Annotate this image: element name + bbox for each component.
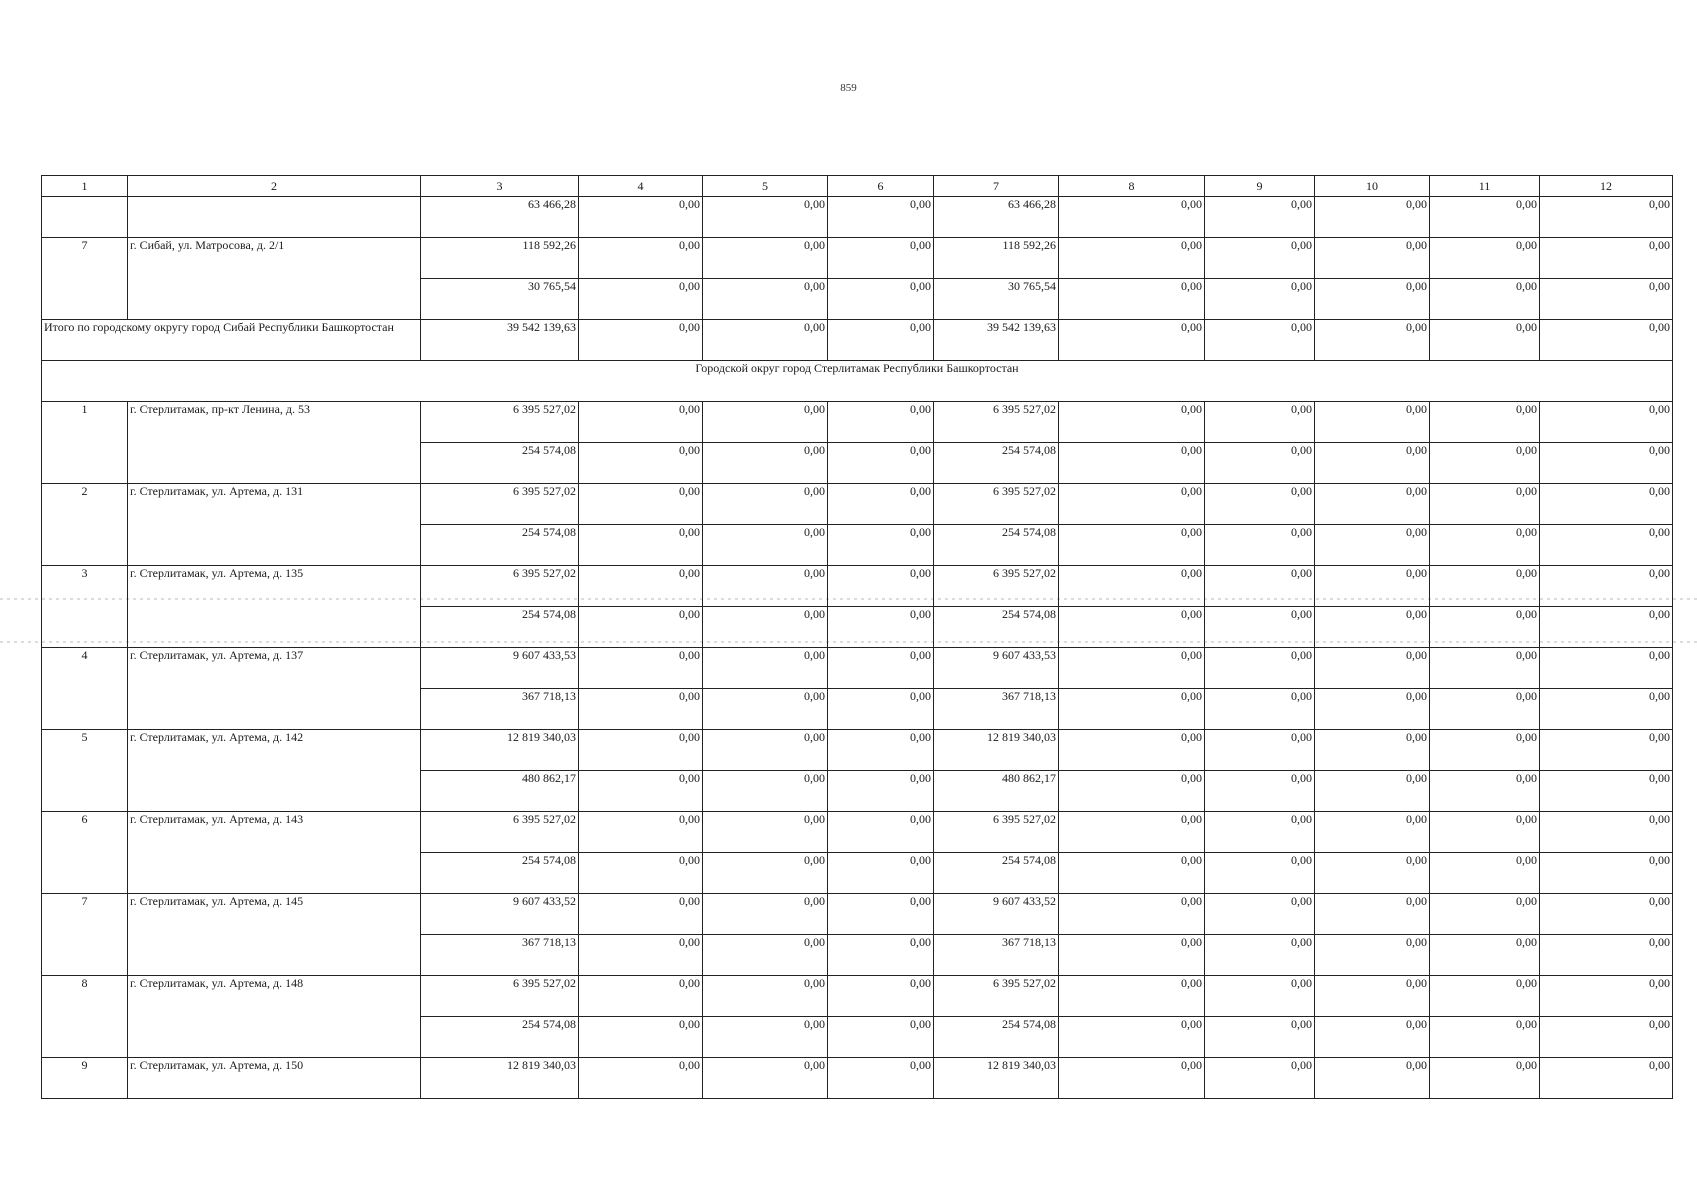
amount-cell: 0,00	[1205, 771, 1315, 812]
amount-cell: 254 574,08	[421, 1017, 579, 1058]
amount-cell: 0,00	[1540, 1058, 1673, 1099]
amount-cell: 0,00	[703, 279, 828, 320]
column-header: 5	[703, 176, 828, 197]
amount-cell: 0,00	[1540, 771, 1673, 812]
amount-cell: 0,00	[579, 648, 703, 689]
amount-cell: 0,00	[1540, 607, 1673, 648]
amount-cell: 0,00	[1540, 566, 1673, 607]
amount-cell: 0,00	[1205, 730, 1315, 771]
amount-cell: 0,00	[579, 1058, 703, 1099]
amount-cell: 0,00	[1315, 197, 1430, 238]
amount-cell: 0,00	[703, 238, 828, 279]
address-cell: г. Стерлитамак, ул. Артема, д. 135	[128, 566, 421, 648]
amount-cell: 12 819 340,03	[934, 1058, 1059, 1099]
amount-cell: 0,00	[1205, 935, 1315, 976]
amount-cell: 0,00	[1205, 238, 1315, 279]
amount-cell: 0,00	[1315, 279, 1430, 320]
amount-cell: 0,00	[1430, 894, 1540, 935]
table-row	[42, 1058, 1673, 1099]
amount-cell: 12 819 340,03	[421, 730, 579, 771]
amount-cell: 0,00	[1430, 484, 1540, 525]
amount-cell: 0,00	[579, 812, 703, 853]
amount-cell: 0,00	[579, 935, 703, 976]
amount-cell: 367 718,13	[421, 689, 579, 730]
table-row	[42, 238, 1673, 279]
amount-cell: 9 607 433,52	[934, 894, 1059, 935]
amount-cell: 0,00	[1540, 648, 1673, 689]
amount-cell: 0,00	[579, 689, 703, 730]
amount-cell: 0,00	[579, 607, 703, 648]
amount-cell: 0,00	[1540, 402, 1673, 443]
amount-cell: 254 574,08	[421, 525, 579, 566]
amount-cell: 0,00	[1059, 443, 1205, 484]
amount-cell: 0,00	[1059, 1058, 1205, 1099]
amount-cell: 39 542 139,63	[421, 320, 579, 361]
address-cell: г. Стерлитамак, ул. Артема, д. 145	[128, 894, 421, 976]
amount-cell: 0,00	[579, 320, 703, 361]
column-header-row	[42, 176, 1673, 197]
amount-cell: 0,00	[1540, 894, 1673, 935]
amount-cell: 0,00	[1540, 812, 1673, 853]
amount-cell: 0,00	[579, 279, 703, 320]
amount-cell: 0,00	[828, 771, 934, 812]
table-row	[42, 812, 1673, 853]
amount-cell: 0,00	[1540, 976, 1673, 1017]
amount-cell: 0,00	[1430, 771, 1540, 812]
amount-cell: 0,00	[1059, 853, 1205, 894]
budget-table	[41, 175, 1673, 1099]
amount-cell: 0,00	[1205, 279, 1315, 320]
table-row	[42, 197, 1673, 238]
amount-cell: 0,00	[1205, 1058, 1315, 1099]
amount-cell: 0,00	[828, 279, 934, 320]
amount-cell: 0,00	[1540, 730, 1673, 771]
amount-cell: 0,00	[579, 771, 703, 812]
amount-cell: 0,00	[1059, 648, 1205, 689]
amount-cell: 0,00	[703, 648, 828, 689]
amount-cell: 0,00	[1430, 197, 1540, 238]
amount-cell: 0,00	[703, 566, 828, 607]
amount-cell: 0,00	[1315, 935, 1430, 976]
row-index: 1	[42, 402, 128, 484]
amount-cell: 0,00	[1315, 525, 1430, 566]
column-header: 1	[42, 176, 128, 197]
amount-cell: 0,00	[1430, 689, 1540, 730]
amount-cell: 6 395 527,02	[421, 402, 579, 443]
column-header: 3	[421, 176, 579, 197]
amount-cell: 0,00	[828, 689, 934, 730]
amount-cell: 0,00	[1315, 976, 1430, 1017]
column-header: 12	[1540, 176, 1673, 197]
amount-cell: 0,00	[579, 566, 703, 607]
amount-cell: 0,00	[1205, 607, 1315, 648]
amount-cell: 63 466,28	[934, 197, 1059, 238]
table-row	[42, 361, 1673, 402]
amount-cell: 6 395 527,02	[421, 484, 579, 525]
table-row	[42, 976, 1673, 1017]
amount-cell: 0,00	[828, 730, 934, 771]
amount-cell: 6 395 527,02	[421, 566, 579, 607]
amount-cell: 0,00	[1059, 730, 1205, 771]
amount-cell: 0,00	[1315, 730, 1430, 771]
amount-cell: 0,00	[1059, 771, 1205, 812]
address-cell	[128, 197, 421, 238]
table-row	[42, 730, 1673, 771]
amount-cell: 0,00	[828, 484, 934, 525]
amount-cell: 0,00	[703, 320, 828, 361]
row-index: 3	[42, 566, 128, 648]
amount-cell: 0,00	[703, 771, 828, 812]
amount-cell: 0,00	[1205, 443, 1315, 484]
amount-cell: 0,00	[1430, 566, 1540, 607]
amount-cell: 0,00	[703, 484, 828, 525]
amount-cell: 0,00	[703, 976, 828, 1017]
amount-cell: 0,00	[1059, 566, 1205, 607]
amount-cell: 254 574,08	[421, 607, 579, 648]
amount-cell: 0,00	[703, 1017, 828, 1058]
amount-cell: 0,00	[1205, 976, 1315, 1017]
amount-cell: 0,00	[579, 1017, 703, 1058]
amount-cell: 0,00	[1059, 320, 1205, 361]
row-index	[42, 197, 128, 238]
amount-cell: 0,00	[1315, 1017, 1430, 1058]
address-cell: г. Стерлитамак, ул. Артема, д. 148	[128, 976, 421, 1058]
amount-cell: 0,00	[1205, 1017, 1315, 1058]
amount-cell: 367 718,13	[934, 689, 1059, 730]
amount-cell: 0,00	[828, 812, 934, 853]
amount-cell: 0,00	[1205, 648, 1315, 689]
table-row	[42, 894, 1673, 935]
amount-cell: 0,00	[1540, 238, 1673, 279]
amount-cell: 254 574,08	[934, 443, 1059, 484]
amount-cell: 0,00	[1540, 197, 1673, 238]
amount-cell: 0,00	[1315, 648, 1430, 689]
amount-cell: 0,00	[1540, 689, 1673, 730]
amount-cell: 0,00	[1315, 484, 1430, 525]
amount-cell: 254 574,08	[421, 443, 579, 484]
amount-cell: 0,00	[1205, 320, 1315, 361]
amount-cell: 0,00	[1430, 648, 1540, 689]
amount-cell: 0,00	[1540, 484, 1673, 525]
amount-cell: 0,00	[703, 812, 828, 853]
amount-cell: 0,00	[828, 648, 934, 689]
address-cell: г. Стерлитамак, ул. Артема, д. 137	[128, 648, 421, 730]
amount-cell: 0,00	[1315, 853, 1430, 894]
address-cell: г. Стерлитамак, ул. Артема, д. 150	[128, 1058, 421, 1099]
row-index: 8	[42, 976, 128, 1058]
amount-cell: 254 574,08	[934, 525, 1059, 566]
address-cell: г. Стерлитамак, пр-кт Ленина, д. 53	[128, 402, 421, 484]
address-cell: г. Стерлитамак, ул. Артема, д. 131	[128, 484, 421, 566]
column-header: 10	[1315, 176, 1430, 197]
amount-cell: 0,00	[1315, 771, 1430, 812]
amount-cell: 0,00	[828, 525, 934, 566]
amount-cell: 0,00	[579, 894, 703, 935]
amount-cell: 0,00	[1540, 935, 1673, 976]
amount-cell: 6 395 527,02	[934, 484, 1059, 525]
amount-cell: 0,00	[1430, 1058, 1540, 1099]
amount-cell: 0,00	[1430, 525, 1540, 566]
amount-cell: 0,00	[1430, 238, 1540, 279]
amount-cell: 0,00	[1205, 812, 1315, 853]
row-index: 7	[42, 238, 128, 320]
table-row	[42, 484, 1673, 525]
amount-cell: 0,00	[1059, 894, 1205, 935]
amount-cell: 0,00	[828, 320, 934, 361]
amount-cell: 0,00	[703, 1058, 828, 1099]
amount-cell: 0,00	[1205, 853, 1315, 894]
amount-cell: 0,00	[828, 1058, 934, 1099]
amount-cell: 0,00	[1059, 935, 1205, 976]
amount-cell: 254 574,08	[934, 607, 1059, 648]
amount-cell: 0,00	[1315, 607, 1430, 648]
amount-cell: 0,00	[579, 238, 703, 279]
amount-cell: 0,00	[579, 443, 703, 484]
amount-cell: 118 592,26	[934, 238, 1059, 279]
amount-cell: 63 466,28	[421, 197, 579, 238]
column-header: 11	[1430, 176, 1540, 197]
amount-cell: 254 574,08	[934, 1017, 1059, 1058]
amount-cell: 0,00	[579, 484, 703, 525]
amount-cell: 0,00	[703, 935, 828, 976]
row-index: 4	[42, 648, 128, 730]
amount-cell: 0,00	[703, 197, 828, 238]
amount-cell: 0,00	[1315, 443, 1430, 484]
page-number: 859	[840, 82, 857, 94]
amount-cell: 0,00	[703, 894, 828, 935]
amount-cell: 6 395 527,02	[934, 812, 1059, 853]
amount-cell: 0,00	[1540, 1017, 1673, 1058]
amount-cell: 0,00	[1059, 689, 1205, 730]
amount-cell: 367 718,13	[934, 935, 1059, 976]
amount-cell: 0,00	[1315, 320, 1430, 361]
amount-cell: 0,00	[579, 402, 703, 443]
amount-cell: 0,00	[1430, 730, 1540, 771]
amount-cell: 0,00	[1315, 566, 1430, 607]
row-index: 6	[42, 812, 128, 894]
amount-cell: 0,00	[828, 443, 934, 484]
amount-cell: 0,00	[1059, 197, 1205, 238]
column-header: 2	[128, 176, 421, 197]
amount-cell: 0,00	[1430, 402, 1540, 443]
amount-cell: 0,00	[1540, 525, 1673, 566]
amount-cell: 6 395 527,02	[421, 812, 579, 853]
amount-cell: 0,00	[828, 197, 934, 238]
amount-cell: 0,00	[1205, 689, 1315, 730]
amount-cell: 480 862,17	[934, 771, 1059, 812]
amount-cell: 0,00	[1315, 238, 1430, 279]
amount-cell: 0,00	[1205, 566, 1315, 607]
amount-cell: 0,00	[1059, 484, 1205, 525]
column-header: 4	[579, 176, 703, 197]
amount-cell: 30 765,54	[934, 279, 1059, 320]
amount-cell: 0,00	[1059, 976, 1205, 1017]
amount-cell: 0,00	[1430, 279, 1540, 320]
amount-cell: 0,00	[703, 525, 828, 566]
amount-cell: 0,00	[1315, 894, 1430, 935]
amount-cell: 6 395 527,02	[934, 566, 1059, 607]
amount-cell: 0,00	[1205, 197, 1315, 238]
amount-cell: 0,00	[1059, 607, 1205, 648]
amount-cell: 0,00	[828, 402, 934, 443]
amount-cell: 6 395 527,02	[934, 976, 1059, 1017]
amount-cell: 0,00	[1540, 279, 1673, 320]
amount-cell: 0,00	[828, 853, 934, 894]
amount-cell: 0,00	[1430, 976, 1540, 1017]
amount-cell: 0,00	[703, 853, 828, 894]
amount-cell: 0,00	[579, 976, 703, 1017]
amount-cell: 0,00	[579, 853, 703, 894]
amount-cell: 0,00	[1059, 279, 1205, 320]
amount-cell: 0,00	[1540, 853, 1673, 894]
amount-cell: 0,00	[1540, 443, 1673, 484]
amount-cell: 0,00	[1315, 1058, 1430, 1099]
amount-cell: 0,00	[703, 607, 828, 648]
amount-cell: 254 574,08	[934, 853, 1059, 894]
amount-cell: 39 542 139,63	[934, 320, 1059, 361]
amount-cell: 0,00	[703, 402, 828, 443]
table-row	[42, 648, 1673, 689]
amount-cell: 0,00	[828, 935, 934, 976]
column-header: 6	[828, 176, 934, 197]
amount-cell: 6 395 527,02	[421, 976, 579, 1017]
amount-cell: 0,00	[703, 689, 828, 730]
address-cell: г. Стерлитамак, ул. Артема, д. 143	[128, 812, 421, 894]
amount-cell: 0,00	[1430, 812, 1540, 853]
amount-cell: 0,00	[579, 197, 703, 238]
amount-cell: 480 862,17	[421, 771, 579, 812]
row-index: 5	[42, 730, 128, 812]
amount-cell: 0,00	[1430, 443, 1540, 484]
amount-cell: 0,00	[1315, 402, 1430, 443]
address-cell: г. Стерлитамак, ул. Артема, д. 142	[128, 730, 421, 812]
amount-cell: 9 607 433,52	[421, 894, 579, 935]
amount-cell: 30 765,54	[421, 279, 579, 320]
amount-cell: 0,00	[1205, 484, 1315, 525]
amount-cell: 0,00	[828, 976, 934, 1017]
amount-cell: 0,00	[1205, 402, 1315, 443]
amount-cell: 0,00	[1059, 1017, 1205, 1058]
amount-cell: 0,00	[1059, 238, 1205, 279]
amount-cell: 0,00	[703, 730, 828, 771]
amount-cell: 0,00	[703, 443, 828, 484]
amount-cell: 0,00	[1430, 1017, 1540, 1058]
amount-cell: 0,00	[1205, 894, 1315, 935]
amount-cell: 6 395 527,02	[934, 402, 1059, 443]
amount-cell: 0,00	[1315, 689, 1430, 730]
column-header: 9	[1205, 176, 1315, 197]
row-index: 2	[42, 484, 128, 566]
amount-cell: 0,00	[828, 1017, 934, 1058]
table-row	[42, 320, 1673, 361]
amount-cell: 254 574,08	[421, 853, 579, 894]
amount-cell: 0,00	[1059, 525, 1205, 566]
amount-cell: 0,00	[579, 525, 703, 566]
address-cell: г. Сибай, ул. Матросова, д. 2/1	[128, 238, 421, 320]
amount-cell: 118 592,26	[421, 238, 579, 279]
amount-cell: 9 607 433,53	[934, 648, 1059, 689]
section-heading: Городской округ город Стерлитамак Республики Башкортостан	[42, 361, 1673, 402]
amount-cell: 0,00	[1430, 320, 1540, 361]
amount-cell: 0,00	[828, 238, 934, 279]
amount-cell: 0,00	[828, 566, 934, 607]
amount-cell: 0,00	[1315, 812, 1430, 853]
amount-cell: 0,00	[1059, 402, 1205, 443]
amount-cell: 12 819 340,03	[934, 730, 1059, 771]
amount-cell: 0,00	[1059, 812, 1205, 853]
amount-cell: 0,00	[1430, 935, 1540, 976]
row-index: 9	[42, 1058, 128, 1099]
amount-cell: 0,00	[1205, 525, 1315, 566]
table-row	[42, 402, 1673, 443]
amount-cell: 367 718,13	[421, 935, 579, 976]
column-header: 7	[934, 176, 1059, 197]
table-row	[42, 566, 1673, 607]
column-header: 8	[1059, 176, 1205, 197]
amount-cell: 0,00	[828, 607, 934, 648]
amount-cell: 9 607 433,53	[421, 648, 579, 689]
amount-cell: 12 819 340,03	[421, 1058, 579, 1099]
row-index: 7	[42, 894, 128, 976]
total-label: Итого по городскому округу город Сибай Республики Башкортостан	[42, 320, 421, 361]
amount-cell: 0,00	[579, 730, 703, 771]
amount-cell: 0,00	[1540, 320, 1673, 361]
amount-cell: 0,00	[1430, 607, 1540, 648]
amount-cell: 0,00	[828, 894, 934, 935]
amount-cell: 0,00	[1430, 853, 1540, 894]
